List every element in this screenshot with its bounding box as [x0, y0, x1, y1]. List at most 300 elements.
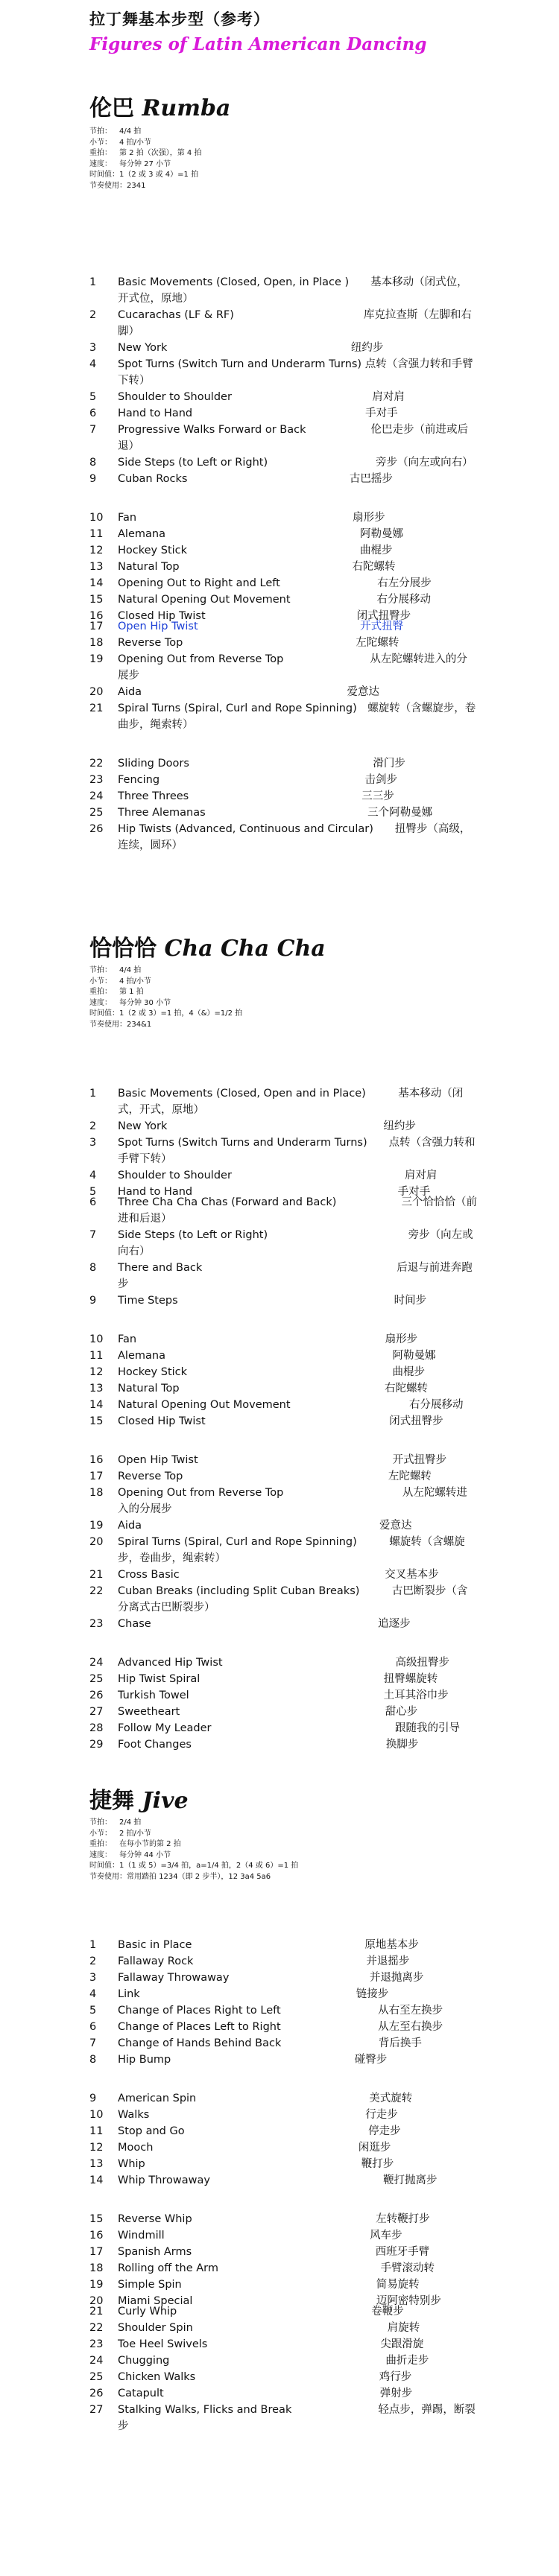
meta-value: 每分钟 44 小节	[119, 1850, 171, 1859]
figure-number: 16	[89, 610, 104, 622]
figure-number: 12	[89, 1366, 104, 1378]
doc-title: 拉丁舞基本步型（参考）	[89, 10, 270, 28]
figure-row	[89, 2369, 477, 2385]
figure-row	[89, 1194, 477, 1227]
figure-row	[89, 591, 477, 608]
figure-number: 21	[89, 2306, 104, 2318]
figure-name: Aida 爱意达	[118, 686, 380, 698]
meta-key: 小节：	[89, 1829, 112, 1838]
figure-list-jive	[89, 1937, 477, 2434]
meta-line	[89, 1818, 298, 1829]
figure-number: 22	[89, 1585, 104, 1597]
figure-name: Natural Opening Out Movement 右分展移动	[118, 1399, 464, 1411]
meta-value: 每分钟 27 小节	[119, 159, 171, 168]
figure-name: Whip 鞭打步	[118, 2158, 394, 2170]
figure-row	[89, 2244, 477, 2260]
meta-line	[89, 159, 201, 171]
figure-name: Turkish Towel 土耳其浴巾步	[118, 1690, 449, 1701]
figure-name: Fan 扇形步	[118, 1333, 418, 1345]
figure-name: Spiral Turns (Spiral, Curl and Rope Spinning) 螺旋转（含螺旋步，卷曲步，绳索转）	[118, 1536, 465, 1564]
meta-key: 速度：	[89, 1850, 112, 1859]
figure-name: There and Back 后退与前进奔跑步	[118, 1262, 473, 1290]
figure-row	[89, 1736, 477, 1753]
figure-row	[89, 700, 477, 733]
figure-row	[89, 542, 477, 559]
meta-key: 时间值：	[89, 1862, 119, 1870]
meta-value: 1（2 或 3 或 4）=1 拍	[119, 171, 199, 179]
figure-row	[89, 1616, 477, 1632]
figure-number: 5	[89, 2005, 97, 2017]
figure-name: Curly Whip 卷鞭步	[118, 2306, 404, 2318]
meta-key: 重拍：	[89, 149, 112, 157]
figure-row	[89, 2139, 477, 2156]
figure-number: 12	[89, 2142, 104, 2154]
meta-key: 时间值：	[89, 171, 119, 179]
figure-name: Hockey Stick 曲棍步	[118, 1366, 426, 1378]
meta-value: 节奏使用：2341	[89, 181, 146, 190]
meta-value: 在每小节的第 2 拍	[119, 1840, 181, 1848]
figure-row	[89, 307, 477, 340]
figure-row	[89, 1260, 477, 1292]
figure-number: 17	[89, 2246, 104, 2258]
figure-row	[89, 1397, 477, 1413]
figure-name: Sweetheart 甜心步	[118, 1706, 418, 1718]
figure-number: 21	[89, 702, 104, 714]
meta-line	[89, 148, 201, 159]
figure-number: 25	[89, 1673, 104, 1685]
figure-name: Advanced Hip Twist 高级扭臀步	[118, 1657, 450, 1669]
meta-line	[89, 965, 242, 977]
figure-row	[89, 2385, 477, 2402]
figure-row	[89, 510, 477, 526]
figure-row	[89, 755, 477, 772]
figure-number: 5	[89, 391, 97, 403]
figure-name: Change of Places Left to Right 从左至右换步	[118, 2021, 443, 2033]
figure-group	[89, 755, 477, 854]
meta-line	[89, 998, 242, 1009]
figure-number: 23	[89, 774, 104, 786]
meta-value: 1（1 或 5）=3/4 拍，a=1/4 拍，2（4 或 6）=1 拍	[119, 1862, 299, 1870]
figure-row	[89, 559, 477, 575]
figure-name: Reverse Whip 左转鞭打步	[118, 2213, 430, 2225]
figure-number: 10	[89, 2109, 104, 2121]
figure-name: Cuban Rocks 古巴摇步	[118, 473, 393, 485]
figure-row	[89, 1364, 477, 1380]
figure-row	[89, 1468, 477, 1485]
figure-name: Reverse Top 左陀螺转	[118, 637, 399, 649]
figure-number: 7	[89, 424, 97, 436]
meta-line	[89, 1850, 298, 1862]
figure-name: Cuban Breaks (including Split Cuban Breaks) 古巴断裂步（含分离式古巴断裂步）	[118, 1585, 468, 1614]
figure-name: Toe Heel Swivels 尖跟滑旋	[118, 2338, 424, 2350]
figure-name: Fencing 击剑步	[118, 774, 398, 786]
figure-name: Side Steps (to Left or Right) 旁步（向左或向右）	[118, 1229, 473, 1257]
figure-row	[89, 1687, 477, 1704]
figure-name: Stalking Walks, Flicks and Break 轻点步，弹踢，断裂步	[118, 2404, 476, 2432]
figure-name: Foot Changes 换脚步	[118, 1739, 419, 1751]
figure-name: Basic in Place 原地基本步	[118, 1939, 419, 1951]
section-title-chacha	[89, 930, 326, 962]
figure-name: Basic Movements (Closed, Open and in Place) 基本移动（闭式，开式，原地）	[118, 1088, 464, 1116]
figure-number: 19	[89, 1520, 104, 1532]
figure-row	[89, 1331, 477, 1348]
figure-name: Spanish Arms 西班牙手臂	[118, 2246, 430, 2258]
meta-line	[89, 977, 242, 988]
meta-line	[89, 1829, 298, 1840]
figure-number: 24	[89, 1657, 104, 1669]
figure-number: 10	[89, 1333, 104, 1345]
figure-row	[89, 1953, 477, 1970]
figure-row	[89, 2019, 477, 2035]
section-meta-rumba	[89, 127, 201, 191]
figure-name: Open Hip Twist 开式扭臀	[118, 621, 404, 632]
figure-name: Fallaway Rock 并退摇步	[118, 1955, 410, 1967]
figure-number: 8	[89, 457, 97, 469]
figure-name: Chase 追逐步	[118, 1618, 411, 1630]
figure-name: Whip Throwaway 鞭打抛离步	[118, 2174, 438, 2186]
figure-name: Hip Twists (Advanced, Continuous and Circular) 扭臀步（高级，连续，圆环）	[118, 823, 471, 851]
figure-name: Fallaway Throwaway 并退抛离步	[118, 1972, 424, 1984]
section-title-zh: 恰恰恰	[89, 936, 157, 962]
figure-number: 27	[89, 2404, 104, 2416]
figure-number: 25	[89, 807, 104, 819]
figure-number: 14	[89, 577, 104, 589]
figure-row	[89, 1135, 477, 1167]
figure-name: Windmill 风车步	[118, 2230, 402, 2242]
meta-line	[89, 987, 242, 998]
figure-row	[89, 2260, 477, 2277]
figure-number: 4	[89, 1170, 97, 1181]
figure-number: 26	[89, 2388, 104, 2399]
figure-row	[89, 1986, 477, 2002]
figure-row	[89, 471, 477, 487]
meta-value: 4/4 拍	[119, 127, 142, 136]
figure-number: 22	[89, 758, 104, 770]
figure-name: Hip Twist Spiral 扭臀螺旋转	[118, 1673, 438, 1685]
figure-number: 29	[89, 1739, 104, 1751]
section-title-zh: 捷舞	[89, 1788, 134, 1814]
figure-row	[89, 2277, 477, 2293]
figure-row	[89, 405, 477, 422]
figure-name: Cucarachas (LF & RF) 库克拉查斯（左脚和右脚）	[118, 309, 472, 337]
figure-group	[89, 2090, 477, 2189]
figure-group	[89, 2211, 477, 2434]
figure-name: Hip Bump 碰臀步	[118, 2054, 388, 2066]
section-meta-jive	[89, 1818, 298, 1882]
figure-name: Change of Places Right to Left 从右至左换步	[118, 2005, 443, 2017]
meta-key: 重拍：	[89, 988, 112, 996]
figure-number: 10	[89, 512, 104, 524]
figure-row	[89, 772, 477, 788]
figure-number: 18	[89, 637, 104, 649]
section-title-en: Cha Cha Cha	[164, 936, 326, 962]
figure-number: 8	[89, 2054, 97, 2066]
figure-row	[89, 2336, 477, 2353]
figure-name: Miami Special 迈阿密特别步	[118, 2295, 441, 2307]
figure-row	[89, 2107, 477, 2123]
figure-name: Time Steps 时间步	[118, 1295, 427, 1307]
meta-key: 节拍：	[89, 966, 112, 974]
figure-row	[89, 1970, 477, 1986]
figure-row	[89, 2353, 477, 2369]
section-title-zh: 伦巴	[89, 95, 134, 121]
figure-number: 3	[89, 1972, 97, 1984]
figure-row	[89, 618, 477, 635]
figure-number: 20	[89, 1536, 104, 1548]
meta-value: 4/4 拍	[119, 966, 142, 974]
meta-key: 小节：	[89, 138, 112, 147]
figure-name: Sliding Doors 滑门步	[118, 758, 405, 770]
figure-row	[89, 2402, 477, 2434]
figure-number: 28	[89, 1722, 104, 1734]
meta-value: 4 拍/小节	[119, 977, 151, 986]
figure-number: 16	[89, 2230, 104, 2242]
meta-line	[89, 1872, 298, 1883]
figure-name: Closed Hip Twist 闭式扭臀步	[118, 610, 411, 622]
figure-row	[89, 1583, 477, 1616]
figure-name: Opening Out to Right and Left 右左分展步	[118, 577, 432, 589]
figure-number: 15	[89, 2213, 104, 2225]
figure-group	[89, 1331, 477, 1430]
figure-number: 3	[89, 342, 97, 354]
figure-name: New York 纽约步	[118, 1120, 416, 1132]
figure-number: 8	[89, 1262, 97, 1274]
figure-name: Fan 扇形步	[118, 512, 385, 524]
figure-row	[89, 1655, 477, 1671]
figure-row	[89, 575, 477, 591]
figure-number: 4	[89, 1988, 97, 2000]
meta-line	[89, 1861, 298, 1872]
figure-row	[89, 2227, 477, 2244]
figure-row	[89, 2303, 477, 2320]
figure-number: 13	[89, 561, 104, 573]
meta-line	[89, 138, 201, 149]
figure-name: Side Steps (to Left or Right) 旁步（向左或向右）	[118, 457, 473, 469]
figure-name: Catapult 弹射步	[118, 2388, 413, 2399]
figure-name: Three Threes 三三步	[118, 790, 394, 802]
figure-number: 11	[89, 2125, 104, 2137]
meta-value: 第 1 拍	[119, 988, 144, 996]
figure-row	[89, 1167, 477, 1184]
figure-name: Hand to Hand 手对手	[118, 1186, 431, 1198]
figure-group	[89, 1655, 477, 1753]
meta-value: 2/4 拍	[119, 1818, 142, 1827]
figure-number: 5	[89, 1186, 97, 1198]
figure-name: Natural Top 右陀螺转	[118, 1383, 429, 1395]
figure-name: Three Cha Cha Chas (Forward and Back) 三个恰恰恰（前进和后退）	[118, 1196, 477, 1225]
figure-number: 23	[89, 1618, 104, 1630]
section-meta-chacha	[89, 965, 242, 1030]
figure-name: Hand to Hand 手对手	[118, 407, 398, 419]
figure-number: 4	[89, 358, 97, 370]
figure-name: Walks 行走步	[118, 2109, 398, 2121]
figure-number: 2	[89, 309, 97, 321]
meta-key: 节拍：	[89, 1818, 112, 1827]
figure-row	[89, 651, 477, 684]
figure-row	[89, 1937, 477, 1953]
figure-number: 12	[89, 545, 104, 556]
figure-row	[89, 1413, 477, 1430]
figure-number: 15	[89, 594, 104, 606]
figure-name: Natural Opening Out Movement 右分展移动	[118, 594, 432, 606]
figure-name: Open Hip Twist 开式扭臀步	[118, 1454, 447, 1466]
figure-number: 11	[89, 528, 104, 540]
figure-row	[89, 1227, 477, 1260]
figure-group	[89, 1085, 477, 1309]
section-title-en: Rumba	[142, 95, 231, 121]
figure-name: American Spin 美式旋转	[118, 2093, 413, 2104]
figure-group	[89, 1452, 477, 1632]
meta-value: 节奏使用：常用踏拍 1234（即 2 步半），12 3a4 5a6	[89, 1872, 271, 1881]
figure-number: 9	[89, 1295, 97, 1307]
figure-number: 7	[89, 2037, 97, 2049]
figure-name: Hockey Stick 曲棍步	[118, 545, 393, 556]
figure-row	[89, 1348, 477, 1364]
figure-group	[89, 274, 477, 487]
figure-row	[89, 1485, 477, 1517]
figure-number: 16	[89, 1454, 104, 1466]
figure-row	[89, 1704, 477, 1720]
figure-number: 1	[89, 1088, 97, 1100]
figure-row	[89, 788, 477, 805]
figure-name: Reverse Top 左陀螺转	[118, 1471, 432, 1482]
meta-value: 每分钟 30 小节	[119, 998, 171, 1007]
figure-row	[89, 1567, 477, 1583]
meta-value: 1（2 或 3）=1 拍，4（&）=1/2 拍	[119, 1009, 243, 1018]
figure-name: New York 纽约步	[118, 342, 384, 354]
figure-number: 1	[89, 276, 97, 288]
figure-name: Opening Out from Reverse Top 从左陀螺转进入的分展步	[118, 1487, 467, 1515]
figure-name: Spot Turns (Switch Turns and Underarm Turns) 点转（含强力转和手臂下转）	[118, 1137, 476, 1165]
figure-row	[89, 2090, 477, 2107]
meta-value: 4 拍/小节	[119, 138, 151, 147]
figure-row	[89, 389, 477, 405]
figure-number: 18	[89, 2262, 104, 2274]
figure-number: 18	[89, 1487, 104, 1499]
figure-row	[89, 1671, 477, 1687]
figure-number: 14	[89, 2174, 104, 2186]
figure-number: 19	[89, 653, 104, 665]
section-title-rumba	[89, 89, 230, 122]
meta-key: 重拍：	[89, 1840, 112, 1848]
figure-number: 25	[89, 2371, 104, 2383]
figure-number: 14	[89, 1399, 104, 1411]
figure-list-chacha	[89, 1085, 477, 1753]
figure-number: 24	[89, 790, 104, 802]
figure-number: 24	[89, 2355, 104, 2367]
figure-name: Shoulder to Shoulder 肩对肩	[118, 391, 405, 403]
figure-row	[89, 2211, 477, 2227]
figure-row	[89, 2052, 477, 2068]
figure-row	[89, 356, 477, 389]
meta-key: 时间值：	[89, 1009, 119, 1018]
figure-number: 15	[89, 1415, 104, 1427]
figure-row	[89, 2320, 477, 2336]
figure-row	[89, 2172, 477, 2189]
meta-key: 速度：	[89, 998, 112, 1007]
figure-number: 17	[89, 621, 104, 632]
figure-name: Chicken Walks 鸡行步	[118, 2371, 412, 2383]
figure-row	[89, 821, 477, 854]
figure-name: Spiral Turns (Spiral, Curl and Rope Spinning) 螺旋转（含螺旋步，卷曲步，绳索转）	[118, 702, 476, 731]
figure-row	[89, 454, 477, 471]
meta-line	[89, 127, 201, 138]
meta-line	[89, 181, 201, 192]
meta-value: 节奏使用：234&1	[89, 1020, 152, 1029]
meta-key: 小节：	[89, 977, 112, 986]
figure-row	[89, 2156, 477, 2172]
figure-name: Stop and Go 停走步	[118, 2125, 401, 2137]
figure-row	[89, 1534, 477, 1567]
section-title-jive	[89, 1782, 189, 1815]
meta-key: 速度：	[89, 159, 112, 168]
figure-name: Basic Movements (Closed, Open, in Place ) 基本移动（闭式位，开式位，原地）	[118, 276, 468, 305]
figure-group	[89, 1937, 477, 2068]
figure-number: 11	[89, 1350, 104, 1362]
figure-name: Progressive Walks Forward or Back 伦巴走步（前进或后退）	[118, 424, 468, 452]
figure-row	[89, 1292, 477, 1309]
figure-row	[89, 635, 477, 651]
figure-number: 20	[89, 686, 104, 698]
figure-row	[89, 1380, 477, 1397]
meta-line	[89, 1839, 298, 1850]
meta-line	[89, 1009, 242, 1020]
section-title-en: Jive	[142, 1788, 189, 1814]
figure-number: 2	[89, 1955, 97, 1967]
figure-number: 2	[89, 1120, 97, 1132]
figure-name: Aida 爱意达	[118, 1520, 412, 1532]
figure-number: 27	[89, 1706, 104, 1718]
figure-number: 17	[89, 1471, 104, 1482]
figure-name: Closed Hip Twist 闭式扭臀步	[118, 1415, 443, 1427]
figure-number: 13	[89, 2158, 104, 2170]
figure-number: 7	[89, 1229, 97, 1241]
figure-name: Link 链接步	[118, 1988, 389, 2000]
meta-key: 节拍：	[89, 127, 112, 136]
figure-number: 6	[89, 2021, 97, 2033]
figure-row	[89, 526, 477, 542]
figure-row	[89, 1118, 477, 1135]
meta-line	[89, 1020, 242, 1031]
figure-row	[89, 805, 477, 821]
meta-line	[89, 170, 201, 181]
figure-name: Shoulder to Shoulder 肩对肩	[118, 1170, 438, 1181]
figure-name: Follow My Leader 跟随我的引导	[118, 1722, 461, 1734]
figure-number: 26	[89, 1690, 104, 1701]
meta-value: 第 2 拍（次强），第 4 拍	[119, 149, 202, 157]
figure-row	[89, 2123, 477, 2139]
figure-number: 3	[89, 1137, 97, 1149]
figure-row	[89, 1517, 477, 1534]
figure-name: Mooch 闲逛步	[118, 2142, 391, 2154]
figure-row	[89, 340, 477, 356]
figure-number: 9	[89, 2093, 97, 2104]
figure-number: 23	[89, 2338, 104, 2350]
figure-number: 1	[89, 1939, 97, 1951]
figure-number: 20	[89, 2295, 104, 2307]
figure-name: Change of Hands Behind Back 背后换手	[118, 2037, 422, 2049]
figure-name: Rolling off the Arm 手臂滚动转	[118, 2262, 435, 2274]
figure-number: 13	[89, 1383, 104, 1395]
figure-row	[89, 422, 477, 454]
figure-row	[89, 2035, 477, 2052]
figure-name: Simple Spin 简易旋转	[118, 2279, 420, 2291]
figure-name: Alemana 阿勒曼娜	[118, 1350, 436, 1362]
figure-name: Opening Out from Reverse Top 从左陀螺转进入的分展步	[118, 653, 467, 682]
figure-row	[89, 2002, 477, 2019]
figure-number: 6	[89, 407, 97, 419]
doc-subtitle: Figures of Latin American Dancing	[89, 34, 427, 54]
